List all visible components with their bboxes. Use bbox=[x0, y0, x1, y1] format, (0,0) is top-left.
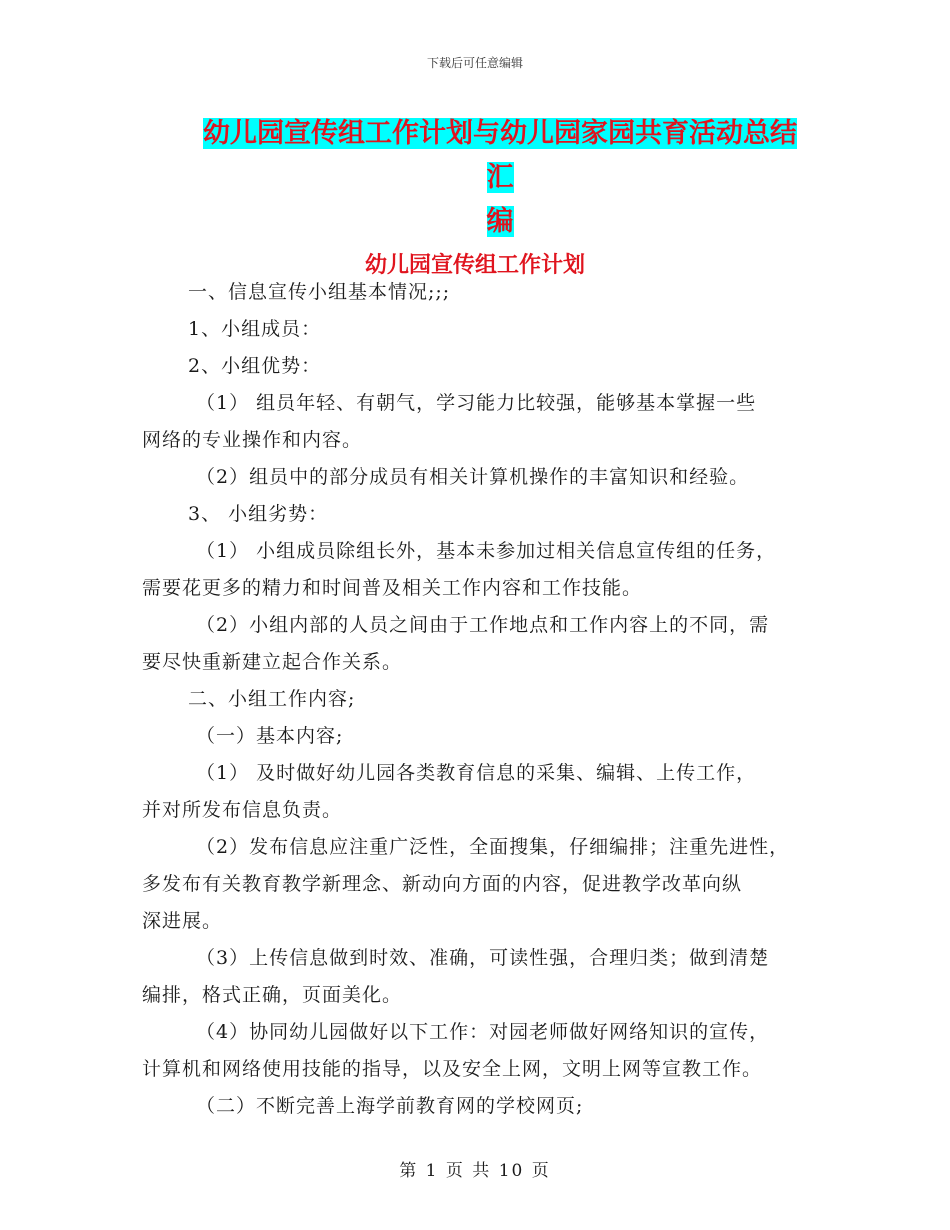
body-paragraph: 并对所发布信息负责。 bbox=[142, 799, 343, 821]
body-paragraph: （4）协同幼儿园做好以下工作：对园老师做好网络知识的宣传， bbox=[196, 1021, 770, 1043]
body-paragraph: 要尽快重新建立起合作关系。 bbox=[142, 651, 403, 673]
header-note: 下载后可任意编辑 bbox=[426, 56, 523, 70]
section-title: 幼儿园宣传组工作计划 bbox=[364, 253, 585, 278]
body-paragraph: （3）上传信息做到时效、准确，可读性强，合理归类；做到清楚 bbox=[196, 947, 770, 969]
body-paragraph: （1） 及时做好幼儿园各类教育信息的采集、编辑、上传工作， bbox=[196, 762, 757, 784]
body-paragraph: （2）发布信息应注重广泛性，全面搜集，仔细编排；注重先进性， bbox=[196, 836, 790, 858]
body-paragraph: 1、小组成员： bbox=[188, 318, 322, 340]
body-paragraph: 计算机和网络使用技能的指导，以及安全上网，文明上网等宣教工作。 bbox=[142, 1058, 763, 1080]
document-body bbox=[142, 274, 822, 1125]
body-paragraph: （1） 组员年轻、有朝气，学习能力比较强，能够基本掌握一些 bbox=[196, 392, 757, 414]
body-paragraph: （2）组员中的部分成员有相关计算机操作的丰富知识和经验。 bbox=[196, 466, 750, 488]
document-title-line-2: 编 bbox=[486, 206, 514, 237]
page-footer: 第 1 页 共 10 页 bbox=[399, 1161, 551, 1181]
body-paragraph: 深进展。 bbox=[142, 910, 223, 932]
body-paragraph: 3、 小组劣势： bbox=[188, 503, 329, 525]
body-paragraph: （二）不断完善上海学前教育网的学校网页; bbox=[196, 1095, 584, 1117]
body-paragraph: 需要花更多的精力和时间普及相关工作内容和工作技能。 bbox=[142, 577, 643, 599]
document-title bbox=[190, 112, 810, 244]
body-paragraph: 多发布有关教育教学新理念、新动向方面的内容，促进教学改革向纵 bbox=[142, 873, 743, 895]
body-paragraph: 2、小组优势： bbox=[188, 355, 322, 377]
body-paragraph: 一、信息宣传小组基本情况;;; bbox=[188, 281, 451, 303]
body-paragraph: 二、小组工作内容; bbox=[188, 688, 356, 710]
body-paragraph: （2）小组内部的人员之间由于工作地点和工作内容上的不同，需 bbox=[196, 614, 770, 636]
body-paragraph: （1） 小组成员除组长外，基本未参加过相关信息宣传组的任务， bbox=[196, 540, 777, 562]
document-title-line-1: 幼儿园宣传组工作计划与幼儿园家园共育活动总结汇 bbox=[203, 118, 797, 193]
body-paragraph: 编排，格式正确，页面美化。 bbox=[142, 984, 403, 1006]
body-paragraph: （一）基本内容; bbox=[196, 725, 344, 747]
body-paragraph: 网络的专业操作和内容。 bbox=[142, 429, 363, 451]
